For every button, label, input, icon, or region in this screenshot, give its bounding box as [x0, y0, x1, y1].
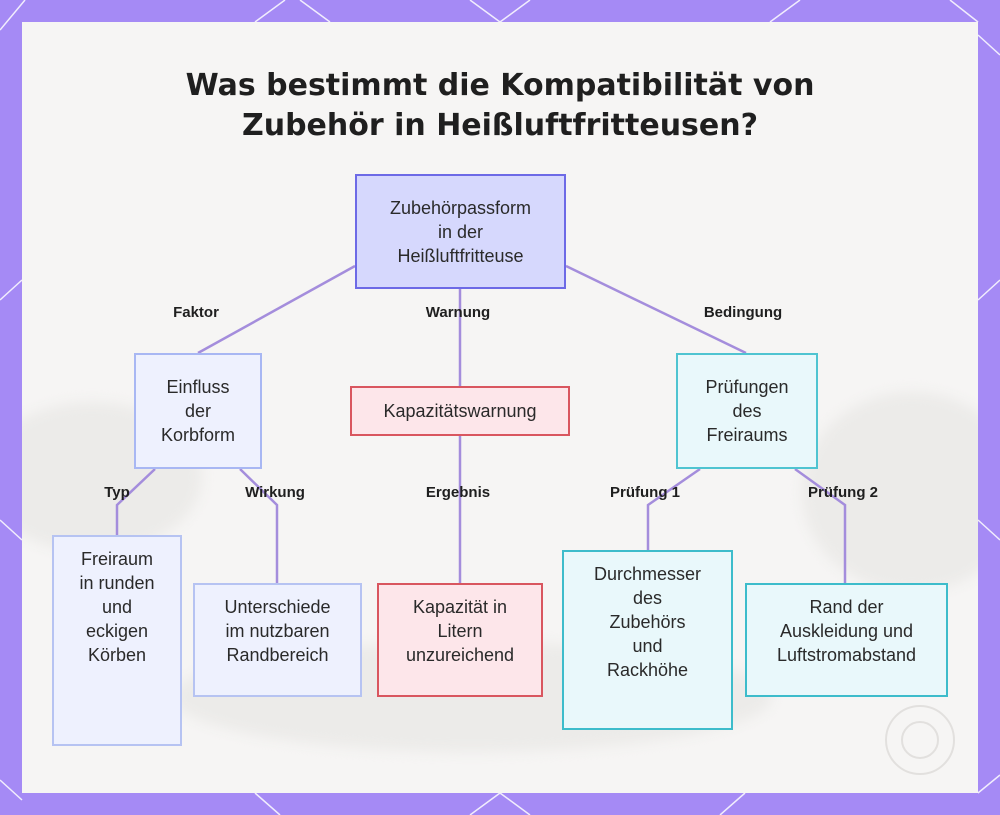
- node-capacity-liters: [377, 583, 543, 697]
- node-text: in runden: [79, 573, 155, 593]
- node-text: Körben: [87, 645, 147, 665]
- node-text: Korbform: [160, 425, 236, 445]
- node-text: Einfluss: [166, 377, 230, 397]
- link-basket-roundsquare: [117, 469, 155, 535]
- edge-label-wirkung: Wirkung: [245, 484, 305, 501]
- node-text: der: [184, 401, 211, 421]
- node-text: Randbereich: [226, 645, 329, 665]
- edge-label-warnung: Warnung: [425, 304, 491, 321]
- node-text: Auskleidung und: [779, 621, 914, 641]
- node-text: in der: [437, 221, 484, 242]
- link-root-basket: [198, 266, 355, 353]
- node-text: Zubehörs: [609, 612, 686, 632]
- node-text: Zubehörpassform: [389, 197, 532, 218]
- node-clearance-checks: [676, 353, 818, 469]
- node-capacity-warning: [350, 386, 570, 436]
- edge-label-faktor: Faktor: [173, 304, 219, 321]
- node-text: im nutzbaren: [225, 621, 330, 641]
- node-text: Luftstromabstand: [776, 645, 917, 665]
- node-text: Freiraum: [80, 549, 153, 569]
- node-text: des: [632, 588, 663, 608]
- title-line-2: Zubehör in Heißluftfritteusen?: [241, 108, 759, 143]
- node-diameter-rack: [562, 550, 733, 730]
- node-liner-airflow: [745, 583, 948, 697]
- node-edge-differences: [193, 583, 362, 697]
- title-line-1: Was bestimmt die Kompatibilität von: [185, 68, 815, 103]
- node-text: des: [732, 401, 762, 421]
- node-text: und: [101, 597, 133, 617]
- edge-label-pruefung-2: Prüfung 2: [808, 484, 878, 501]
- edge-label-pruefung-1: Prüfung 1: [610, 484, 680, 501]
- link-clearance-diameter: [648, 469, 700, 550]
- node-text: Heißluftfritteuse: [397, 245, 524, 266]
- node-root: [355, 174, 566, 289]
- node-text: Unterschiede: [224, 597, 331, 617]
- node-text: Kapazität in: [412, 597, 508, 617]
- node-text: Kapazitätswarnung: [383, 401, 537, 421]
- node-text: Prüfungen: [705, 377, 789, 397]
- node-round-square-clearance: [52, 535, 182, 746]
- watermark-seal-icon: [880, 700, 960, 780]
- edge-label-typ: Typ: [104, 484, 130, 501]
- node-text: und: [632, 636, 663, 656]
- edge-label-ergebnis: Ergebnis: [425, 484, 491, 501]
- node-text: Rand der: [809, 597, 884, 617]
- node-text: Litern: [437, 621, 483, 641]
- node-text: unzureichend: [405, 645, 515, 665]
- node-text: Rackhöhe: [606, 660, 689, 680]
- node-text: Freiraums: [706, 425, 788, 445]
- node-text: eckigen: [85, 621, 149, 641]
- node-basket-shape: [134, 353, 262, 469]
- edge-label-bedingung: Bedingung: [703, 304, 783, 321]
- node-text: Durchmesser: [593, 564, 702, 584]
